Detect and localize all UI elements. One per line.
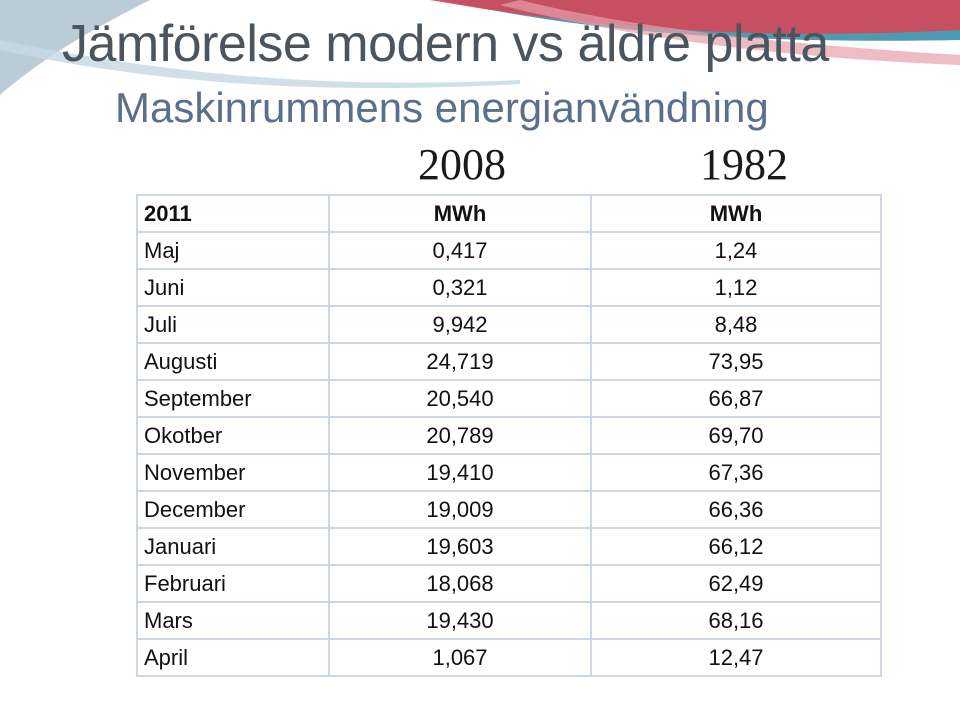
value-1982-cell: 12,47 [591, 639, 881, 676]
slide-title: Jämförelse modern vs äldre platta [62, 15, 829, 73]
month-cell: Maj [137, 232, 329, 269]
table-row [137, 454, 881, 491]
value-1982-cell: 62,49 [591, 565, 881, 602]
value-1982-cell: 66,12 [591, 528, 881, 565]
table-row [137, 491, 881, 528]
value-1982-cell: 73,95 [591, 343, 881, 380]
month-cell: Juli [137, 306, 329, 343]
table-row [137, 343, 881, 380]
table-row [137, 269, 881, 306]
month-cell: Okotber [137, 417, 329, 454]
header-cell-year: 2011 [137, 195, 329, 232]
energy-table-body [137, 195, 881, 676]
value-2008-cell: 1,067 [329, 639, 591, 676]
table-row [137, 528, 881, 565]
table-row [137, 639, 881, 676]
month-cell: November [137, 454, 329, 491]
value-1982-cell: 1,24 [591, 232, 881, 269]
value-2008-cell: 19,410 [329, 454, 591, 491]
month-cell: Februari [137, 565, 329, 602]
year-label-left: 2008 [418, 140, 506, 189]
value-1982-cell: 66,36 [591, 491, 881, 528]
table-row [137, 602, 881, 639]
table-row [137, 232, 881, 269]
value-2008-cell: 0,321 [329, 269, 591, 306]
table-row [137, 417, 881, 454]
year-label-right: 1982 [700, 140, 788, 189]
value-2008-cell: 19,430 [329, 602, 591, 639]
value-2008-cell: 19,009 [329, 491, 591, 528]
table-row [137, 565, 881, 602]
value-2008-cell: 20,540 [329, 380, 591, 417]
value-1982-cell: 67,36 [591, 454, 881, 491]
value-2008-cell: 20,789 [329, 417, 591, 454]
month-cell: Augusti [137, 343, 329, 380]
month-cell: Juni [137, 269, 329, 306]
header-cell-unit-2008: MWh [329, 195, 591, 232]
slide-subtitle: Maskinrummens energianvändning [115, 84, 769, 131]
energy-table [136, 194, 882, 677]
value-2008-cell: 9,942 [329, 306, 591, 343]
value-2008-cell: 0,417 [329, 232, 591, 269]
value-1982-cell: 1,12 [591, 269, 881, 306]
header-cell-unit-1982: MWh [591, 195, 881, 232]
month-cell: April [137, 639, 329, 676]
value-2008-cell: 18,068 [329, 565, 591, 602]
table-row [137, 306, 881, 343]
table-row [137, 380, 881, 417]
value-1982-cell: 8,48 [591, 306, 881, 343]
table-header-row [137, 195, 881, 232]
value-1982-cell: 68,16 [591, 602, 881, 639]
value-1982-cell: 66,87 [591, 380, 881, 417]
month-cell: Januari [137, 528, 329, 565]
value-2008-cell: 19,603 [329, 528, 591, 565]
month-cell: Mars [137, 602, 329, 639]
month-cell: September [137, 380, 329, 417]
value-2008-cell: 24,719 [329, 343, 591, 380]
month-cell: December [137, 491, 329, 528]
value-1982-cell: 69,70 [591, 417, 881, 454]
